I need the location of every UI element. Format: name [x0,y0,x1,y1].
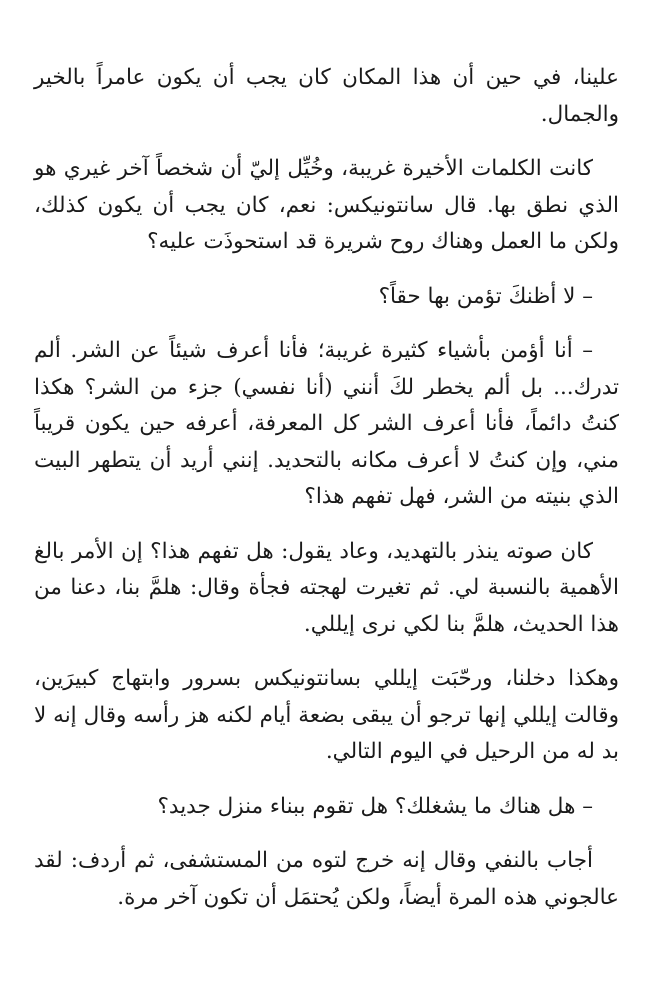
book-page [34,60,619,934]
paragraph-8: أجاب بالنفي وقال إنه خرج لتوه من المستشفى، ثم أردف: لقد عالجوني هذه المرة أيضاً، ولكن يُحتمَل أن تكون آخر مرة. [34,848,619,910]
dialogue-line-2: – أنا أؤمن بأشياء كثيرة غريبة؛ فأنا أعرف شيئاً عن الشر. ألم تدرك... بل ألم يخطر لكَ أنني (أنا نفسي) جزء من الشر؟ هكذا كنتُ دائماً، فأنا أعرف الشر كل المعرفة، أعرفه حين يكون قريباً مني، وإن كنتُ لا أعرف مكانه بالتحديد. إنني أريد أن يتطهر البيت الذي بنيته من الشر، فهل تفهم هذا؟ [34,338,619,509]
paragraph-2: كانت الكلمات الأخيرة غريبة، وخُيِّل إليّ أن شخصاً آخر غيري هو الذي نطق بها. قال سانتونيكس: نعم، كان يجب أن يكون كذلك، ولكن ما العمل وهناك روح شريرة قد استحوذَت عليه؟ [34,156,619,254]
paragraph-1: علينا، في حين أن هذا المكان كان يجب أن يكون عامراً بالخير والجمال. [34,65,619,127]
paragraph-6: وهكذا دخلنا، ورحّبَت إيللي بسانتونيكس بسرور وابتهاج كبيرَين، وقالت إيللي إنها ترجو أن يبقى بضعة أيام لكنه هز رأسه وقال إنه لا بد له من الرحيل في اليوم التالي. [34,666,619,764]
dialogue-line-3: – هل هناك ما يشغلك؟ هل تقوم ببناء منزل جديد؟ [157,793,593,819]
dialogue-line-1: – لا أظنكَ تؤمن بها حقاً؟ [378,283,593,309]
paragraph-5: كان صوته ينذر بالتهديد، وعاد يقول: هل تفهم هذا؟ إن الأمر بالغ الأهمية بالنسبة لي. ثم تغيرت لهجته فجأة وقال: هلمَّ بنا، دعنا من هذا الحديث، هلمَّ بنا لكي نرى إيللي. [34,538,619,637]
